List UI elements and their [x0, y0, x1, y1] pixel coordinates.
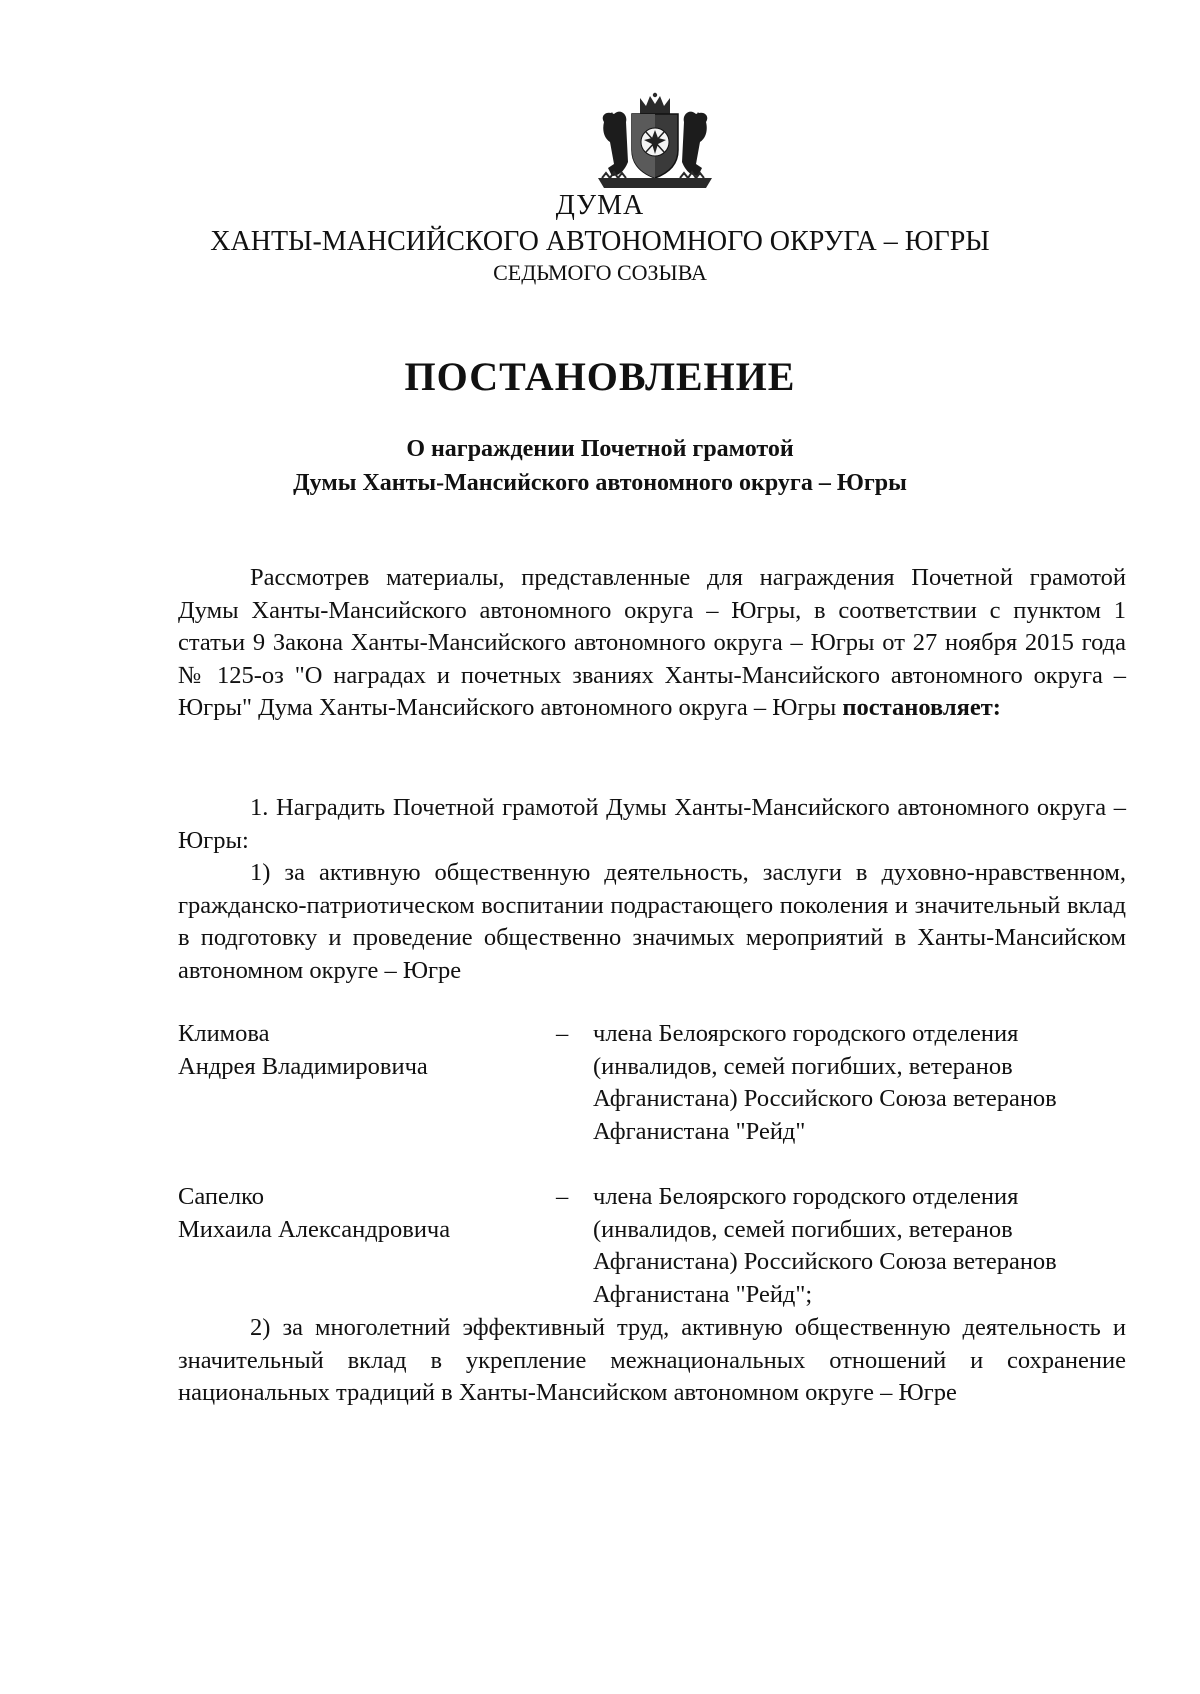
document-subject-line-2: Думы Ханты-Мансийского автономного округа – Югры — [293, 470, 907, 496]
preamble-text: Рассмотрев материалы, представленные для награждения Почетной грамотой Думы Ханты-Мансийского автономного округа – Югры, в соответствии с пунктом 1 статьи 9 Закона Ханты-Мансийского автономного округа – Югры от 27 ноября 2015 года № 125-оз "О наградах и почетных званиях Ханты-Мансийского автономного округа – Югры" Дума Ханты-Мансийского автономного округа – Югры — [178, 564, 1126, 721]
awardee-surname: Сапелко — [178, 1183, 265, 1210]
document-type-heading: ПОСТАНОВЛЕНИЕ — [404, 354, 796, 399]
awardee-name — [178, 1018, 538, 1083]
awardee-name — [178, 1181, 538, 1246]
item-1-paragraph: 1. Наградить Почетной грамотой Думы Ханты-Мансийского автономного округа – Югры: — [178, 794, 1126, 854]
subitem-2-paragraph: 2) за многолетний эффективный труд, активную общественную деятельность и значительный вклад в укрепление межнациональных отношений и сохранение национальных традиций в Ханты-Мансийском автономном округе – Югре — [178, 1314, 1126, 1406]
coat-of-arms-icon — [594, 92, 716, 190]
preamble-paragraph — [178, 562, 1126, 725]
awardee-given-names: Андрея Владимировича — [178, 1052, 428, 1080]
awardee-surname: Климова — [178, 1020, 270, 1047]
duma-title: ДУМА — [555, 190, 645, 221]
awardee-description: члена Белоярского городского отделения (инвалидов, семей погибших, ветеранов Афганистана) Российского Союза ветеранов Афганистана "Рейд"; — [593, 1183, 1057, 1308]
convocation-label: СЕДЬМОГО СОЗЫВА — [493, 260, 707, 285]
document-subject-line-1: О награждении Почетной грамотой — [406, 436, 794, 462]
decision-word: постановляет: — [842, 694, 1001, 721]
awardee-given-names: Михаила Александровича — [178, 1215, 451, 1243]
district-title: ХАНТЫ-МАНСИЙСКОГО АВТОНОМНОГО ОКРУГА – ЮГРЫ — [210, 226, 990, 257]
awardee-dash: – — [556, 1183, 569, 1210]
subitem-1-paragraph: 1) за активную общественную деятельность, заслуги в духовно-нравственном, гражданско-патриотическом воспитании подрастающего поколения и значительный вклад в подготовку и проведение общественно значимых мероприятий в Ханты-Мансийском автономном округе – Югре — [178, 859, 1126, 984]
awardee-dash: – — [556, 1020, 569, 1047]
awardee-description: члена Белоярского городского отделения (инвалидов, семей погибших, ветеранов Афганистана) Российского Союза ветеранов Афганистана "Рейд" — [593, 1020, 1057, 1145]
